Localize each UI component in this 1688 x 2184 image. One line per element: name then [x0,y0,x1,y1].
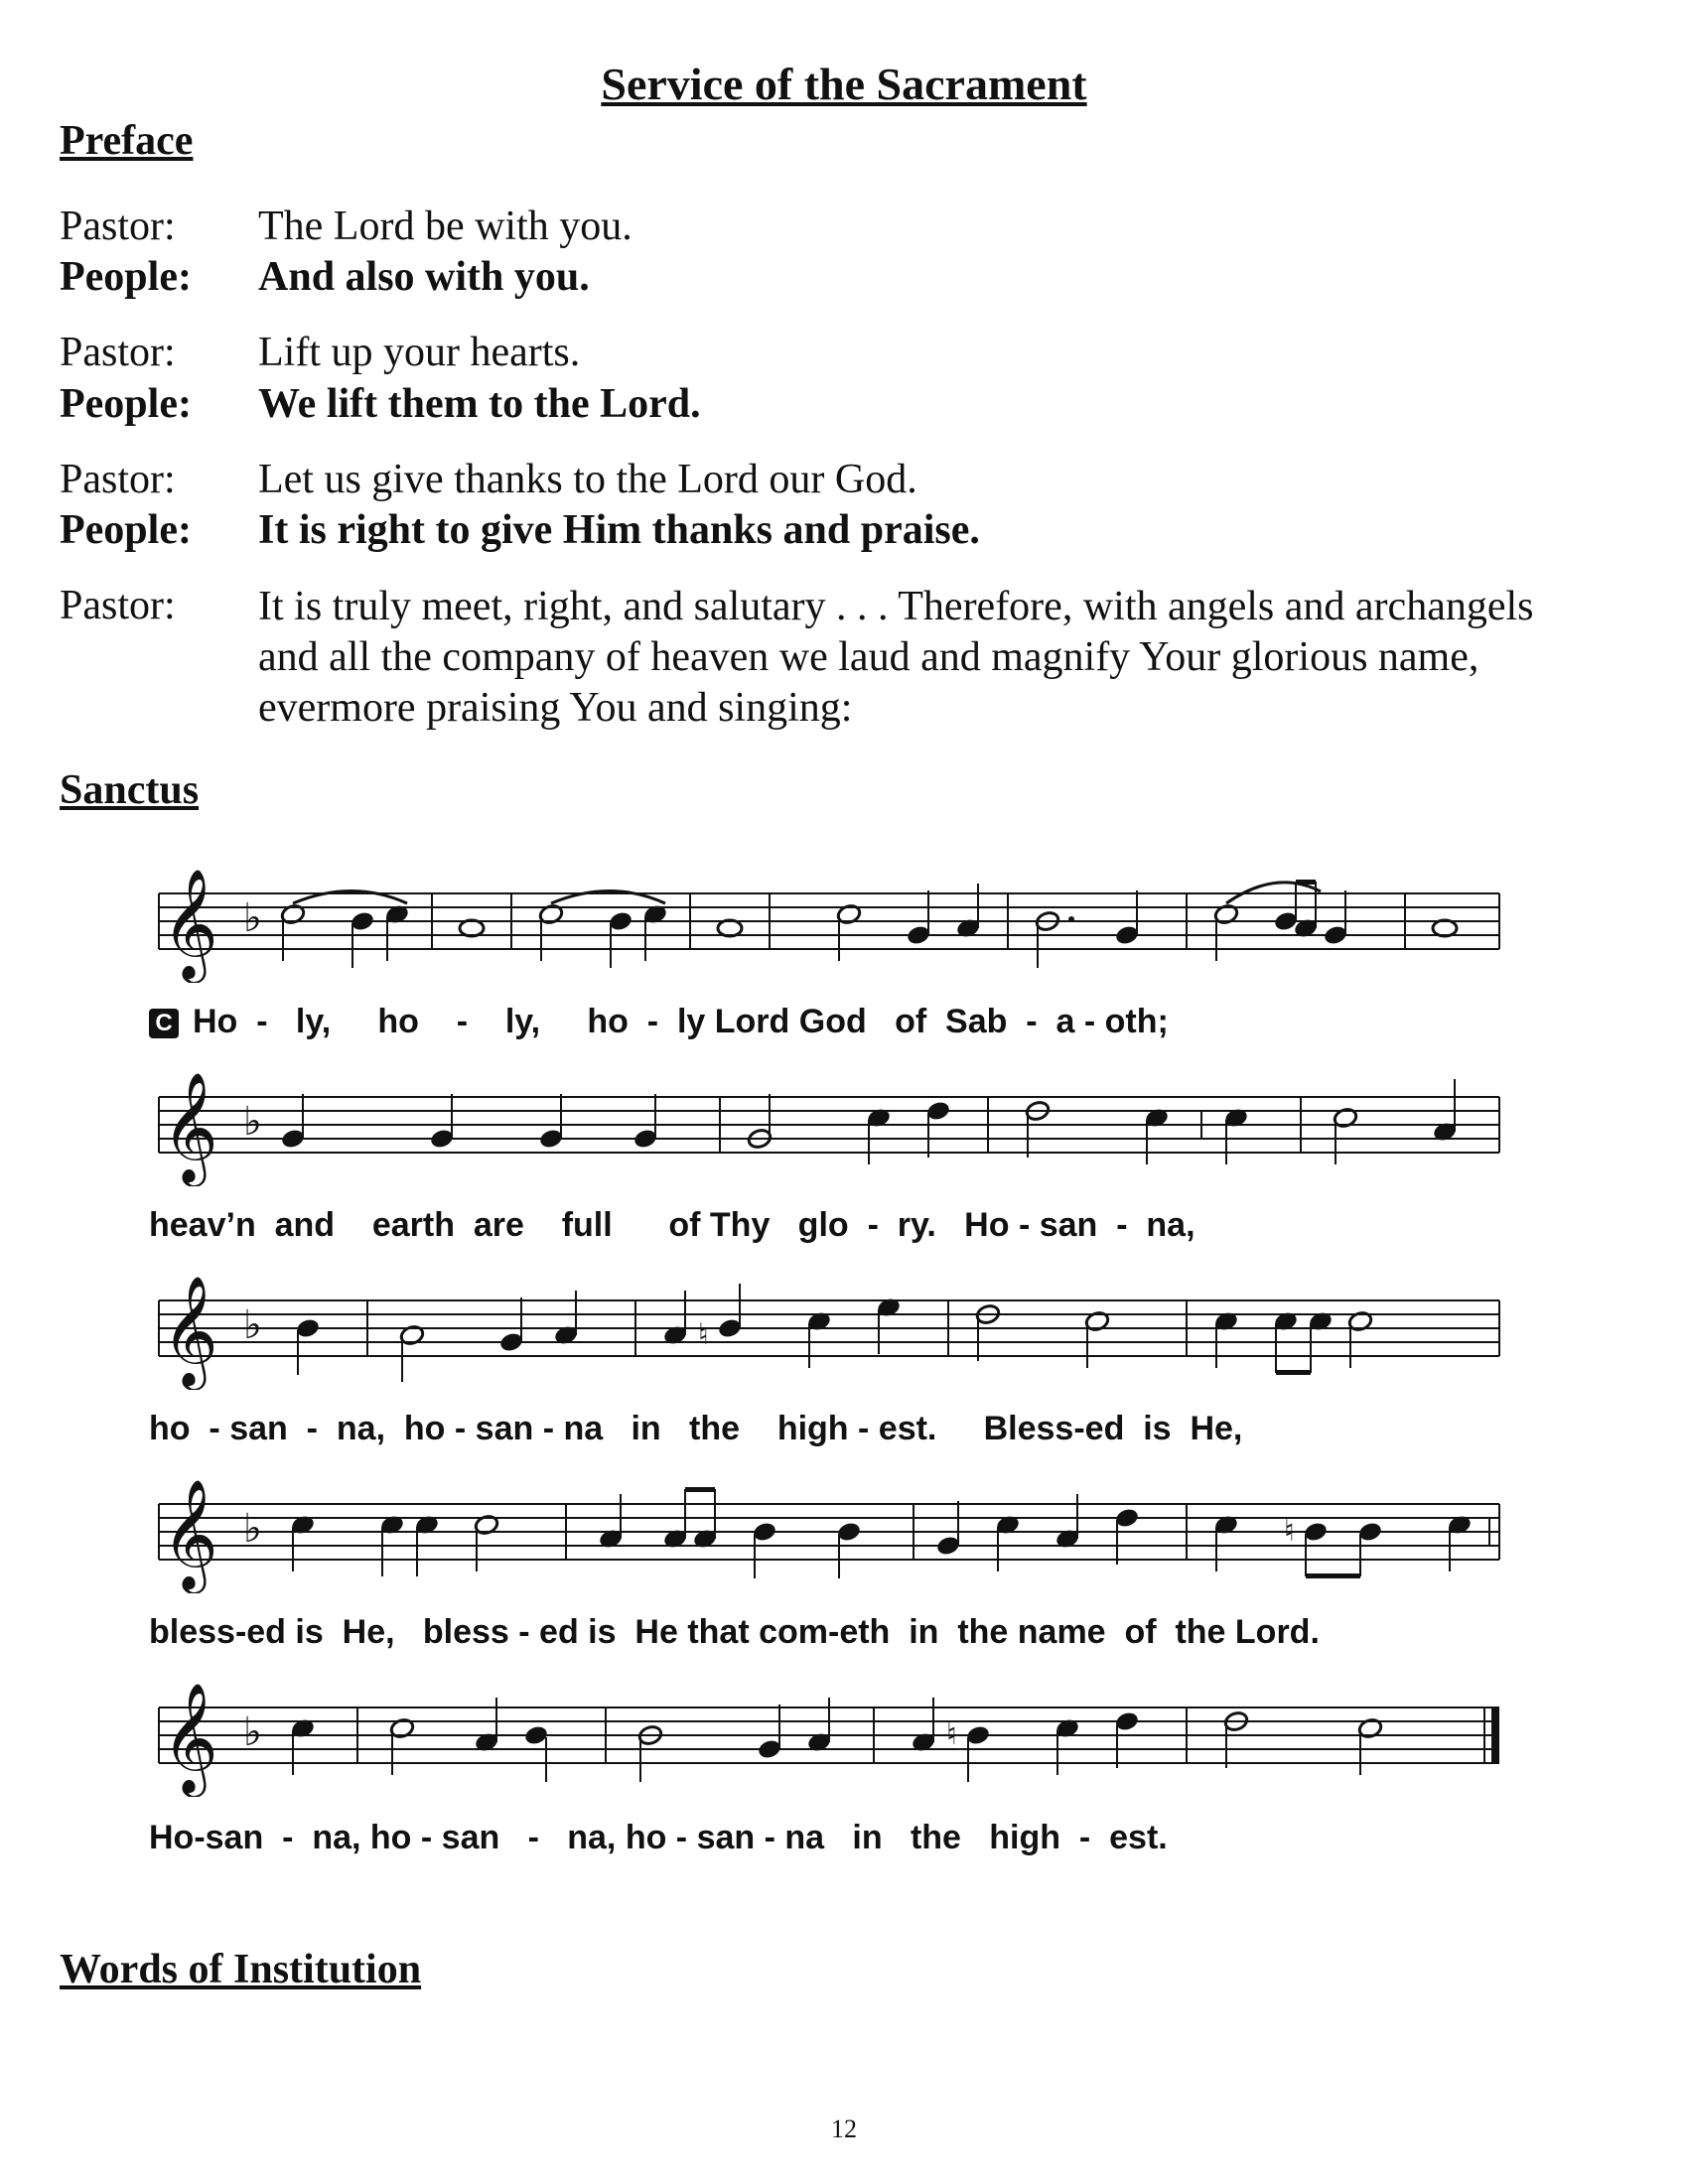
preface-pastor-line-3 [60,456,917,503]
pastor-label: Pastor: [60,330,176,375]
music-staff-3 [154,1261,1504,1390]
lyrics-text: Ho - ly, ho - ly, ho - ly Lord God of Sab - a - oth; [193,1003,1169,1040]
music-staff-2 [154,1057,1504,1186]
people-label: People: [60,507,192,553]
svg-text:𝄞: 𝄞 [162,1275,218,1386]
preface-closing-prayer [60,582,1589,741]
page-title: Service of the Sacrament [601,59,1087,109]
lyrics-line-2: heav’n and earth are full of Thy glo - ry. Ho - san - na, [149,1206,1196,1244]
svg-text:𝄞: 𝄞 [162,868,218,979]
lyrics-line-4: bless-ed is He, bless - ed is He that com-eth in the name of the Lord. [149,1613,1320,1651]
words-of-institution-heading: Words of Institution [60,1947,422,1992]
svg-text:𝄞: 𝄞 [162,1071,218,1182]
people-label: People: [60,254,192,300]
preface-people-line-1 [60,253,590,301]
preface-pastor-line-1 [60,203,633,250]
svg-text:𝄞: 𝄞 [162,1682,218,1793]
pastor-label: Pastor: [60,457,176,502]
svg-text:♮: ♮ [1284,1514,1295,1549]
music-staff-4 [154,1464,1504,1593]
pastor-text: Let us give thanks to the Lord our God. [258,457,917,502]
svg-text:♭: ♭ [243,895,262,941]
pastor-text: The Lord be with you. [258,204,633,249]
preface-people-line-3 [60,506,980,554]
svg-text:♮: ♮ [698,1317,709,1352]
sanctus-heading: Sanctus [60,767,200,813]
people-text: We lift them to the Lord. [258,381,701,427]
preface-people-line-2 [60,380,701,428]
people-text: It is right to give Him thanks and praise. [258,507,980,553]
lyrics-line-3: ho - san - na, ho - san - na in the high - est. Bless-ed is He, [149,1410,1243,1447]
pastor-label: Pastor: [60,204,176,249]
lyrics-line-5: Ho-san - na, ho - san - na, ho - san - na in the high - est. [149,1819,1168,1856]
lyrics-line-1 [149,1003,1519,1041]
svg-text:𝄞: 𝄞 [162,1478,218,1589]
pastor-text: It is truly meet, right, and salutary . . . Therefore, with angels and archangels and all the company of heaven we laud and magnify Your glorious name, evermore praising You and singing: [258,584,1534,731]
page-number: 12 [831,2115,857,2143]
preface-heading: Preface [60,118,194,164]
svg-text:♭: ♭ [243,1709,262,1755]
people-label: People: [60,381,192,427]
pastor-text: Lift up your hearts. [258,330,581,375]
svg-text:♭: ♭ [243,1506,262,1552]
pastor-label: Pastor: [60,583,176,628]
congregation-marker: C [149,1009,179,1038]
music-staff-5 [154,1668,1504,1797]
svg-text:♭: ♭ [243,1099,262,1145]
svg-text:♮: ♮ [946,1717,957,1752]
preface-pastor-line-2 [60,329,580,376]
music-staff-1 [154,854,1504,983]
people-text: And also with you. [258,254,590,300]
svg-text:♭: ♭ [243,1302,262,1348]
